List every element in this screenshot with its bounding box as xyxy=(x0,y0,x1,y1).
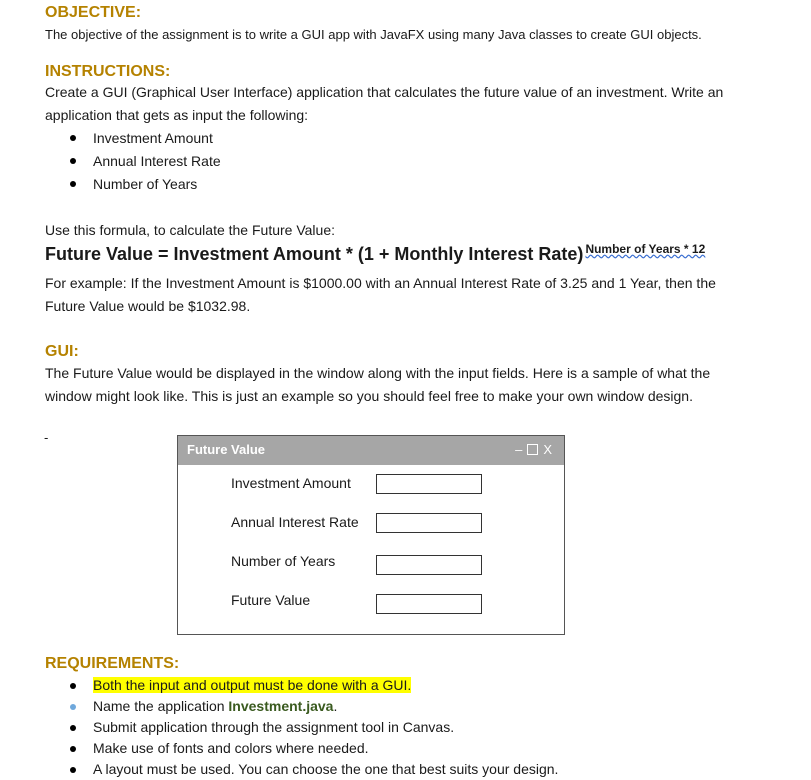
investment-amount-label: Investment Amount xyxy=(231,475,351,491)
example-line-1: For example: If the Investment Amount is $1000.00 with an Annual Interest Rate of 3.25 and 1 Year, then the xyxy=(45,275,716,291)
formula-intro: Use this formula, to calculate the Future Value: xyxy=(45,222,335,238)
list-item xyxy=(45,696,558,717)
gui-line-2: window might look like. This is just an example so you should feel free to make your own window design. xyxy=(45,388,693,404)
gui-line-1: The Future Value would be displayed in the window along with the input fields. Here is a sample of what the xyxy=(45,365,711,381)
list-item: Make use of fonts and colors where needed. xyxy=(45,738,558,759)
minimize-icon[interactable]: – xyxy=(515,442,523,457)
annual-interest-rate-input[interactable] xyxy=(376,513,482,533)
list-item: Annual Interest Rate xyxy=(45,150,221,173)
list-item: A layout must be used. You can choose the one that best suits your design. xyxy=(45,759,558,780)
example-line-2: Future Value would be $1032.98. xyxy=(45,298,251,314)
formula xyxy=(45,244,705,265)
list-item: Submit application through the assignment tool in Canvas. xyxy=(45,717,558,738)
instructions-line-1: Create a GUI (Graphical User Interface) application that calculates the future value of an investment. Write an xyxy=(45,84,724,100)
window-titlebar xyxy=(178,436,564,465)
requirement-text: . xyxy=(333,698,338,714)
number-of-years-label: Number of Years xyxy=(231,553,336,569)
stray-dash: - xyxy=(44,430,49,445)
investment-amount-input[interactable] xyxy=(376,474,482,494)
close-icon[interactable]: X xyxy=(543,442,552,457)
window-controls xyxy=(515,442,552,457)
requirements-list xyxy=(45,675,558,780)
formula-exponent: Number of Years * 12 xyxy=(585,242,706,256)
instructions-heading: INSTRUCTIONS: xyxy=(45,63,171,80)
future-value-label: Future Value xyxy=(231,592,311,608)
annual-interest-rate-label: Annual Interest Rate xyxy=(231,514,359,530)
list-item xyxy=(45,675,558,696)
maximize-icon[interactable] xyxy=(527,444,538,455)
input-list xyxy=(45,127,221,196)
number-of-years-input[interactable] xyxy=(376,555,482,575)
objective-heading: OBJECTIVE: xyxy=(45,4,142,21)
gui-heading: GUI: xyxy=(45,343,79,360)
formula-text: Future Value = Investment Amount * (1 + Monthly Interest Rate) xyxy=(45,244,584,264)
requirement-text: Name the application xyxy=(93,698,229,714)
sample-window xyxy=(177,435,565,635)
requirements-heading: REQUIREMENTS: xyxy=(45,655,180,672)
list-item: Number of Years xyxy=(45,173,221,196)
app-name: Investment.java xyxy=(228,698,334,714)
requirement-highlight: Both the input and output must be done with a GUI. xyxy=(93,677,412,693)
list-item: Investment Amount xyxy=(45,127,221,150)
window-title: Future Value xyxy=(187,442,266,457)
objective-text: The objective of the assignment is to write a GUI app with JavaFX using many Java classes to create GUI objects. xyxy=(45,27,702,42)
instructions-line-2: application that gets as input the following: xyxy=(45,107,309,123)
future-value-output[interactable] xyxy=(376,594,482,614)
